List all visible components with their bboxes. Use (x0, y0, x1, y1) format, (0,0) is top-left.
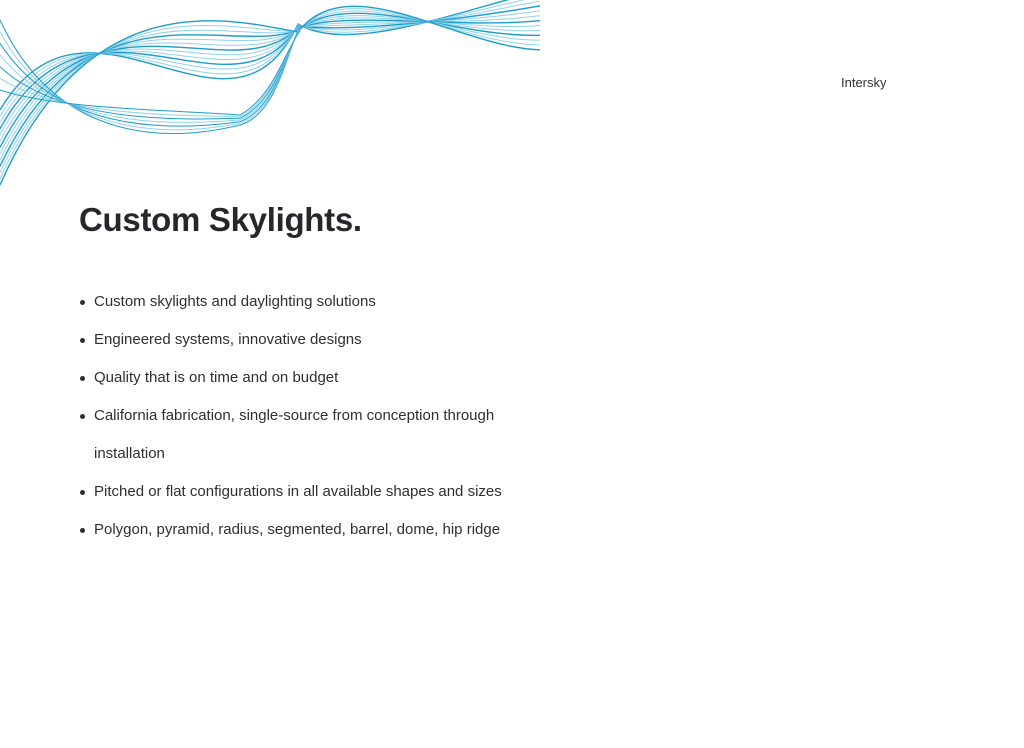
bullet-item: California fabrication, single-source from conception through installation (79, 397, 519, 473)
wave-line (0, 27, 300, 126)
bullet-list (79, 283, 519, 549)
bullet-item: Polygon, pyramid, radius, segmented, barrel, dome, hip ridge (79, 511, 519, 549)
wave-line (0, 15, 540, 141)
bullet-item: Quality that is on time and on budget (79, 359, 519, 397)
brand-name: Intersky (841, 75, 887, 90)
wave-lines-graphic (0, 0, 540, 190)
page-title: Custom Skylights. (79, 201, 362, 238)
bullet-item: Engineered systems, innovative designs (79, 321, 519, 359)
bullet-item: Pitched or flat configurations in all available shapes and sizes (79, 473, 519, 511)
bullet-item: Custom skylights and daylighting solutions (79, 283, 519, 321)
